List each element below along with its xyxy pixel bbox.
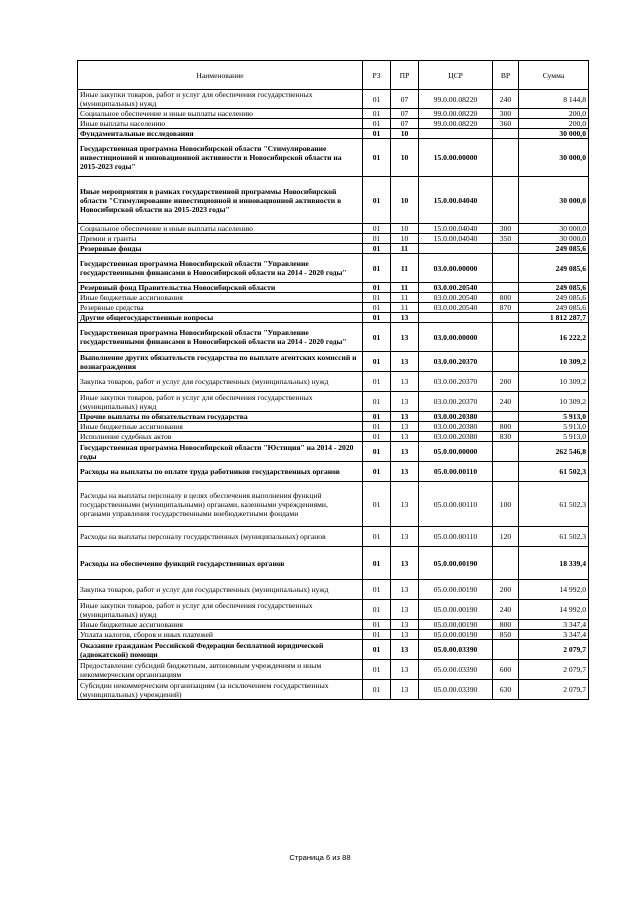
cell-csr: 05.0.00.00190 [419, 630, 493, 640]
cell-rz: 01 [363, 600, 391, 620]
cell-csr: 99.0.00.08220 [419, 109, 493, 119]
cell-csr: 03.0.00.20540 [419, 303, 493, 313]
cell-vr [493, 442, 519, 462]
cell-sum: 249 085,6 [519, 303, 589, 313]
cell-pr: 11 [391, 303, 419, 313]
table-row [78, 392, 589, 412]
cell-pr: 13 [391, 640, 419, 660]
cell-vr: 850 [493, 630, 519, 640]
header-csr: ЦСР [419, 61, 493, 90]
cell-csr [419, 313, 493, 323]
cell-sum: 1 812 287,7 [519, 313, 589, 323]
cell-vr [493, 254, 519, 283]
cell-name: Выполнение других обязательств государства по выплате агентских комиссий и вознаграждения [78, 352, 363, 372]
cell-sum: 10 309,2 [519, 392, 589, 412]
table-row [78, 432, 589, 442]
cell-name: Иные закупки товаров, работ и услуг для обеспечения государственных (муниципальных) нужд [78, 600, 363, 620]
table-row [78, 680, 589, 700]
cell-pr: 13 [391, 392, 419, 412]
cell-rz: 01 [363, 139, 391, 177]
cell-rz: 01 [363, 303, 391, 313]
cell-vr: 600 [493, 660, 519, 680]
cell-rz: 01 [363, 392, 391, 412]
table-row [78, 129, 589, 139]
cell-name: Государственная программа Новосибирской области "Юстиция" на 2014 - 2020 годы [78, 442, 363, 462]
cell-sum: 10 309,2 [519, 372, 589, 392]
header-vr: ВР [493, 61, 519, 90]
cell-sum: 3 347,4 [519, 630, 589, 640]
cell-sum: 249 085,6 [519, 244, 589, 254]
cell-csr [419, 244, 493, 254]
cell-pr: 11 [391, 254, 419, 283]
cell-name: Прочие выплаты по обязательствам государства [78, 412, 363, 422]
cell-pr: 11 [391, 293, 419, 303]
cell-name: Оказание гражданам Российской Федерации бесплатной юридической (адвокатской) помощи [78, 640, 363, 660]
table-row [78, 177, 589, 224]
cell-sum: 30 000,0 [519, 234, 589, 244]
cell-vr [493, 283, 519, 293]
cell-csr: 05.0.00.00110 [419, 527, 493, 547]
table-row [78, 139, 589, 177]
table-row [78, 283, 589, 293]
cell-rz: 01 [363, 293, 391, 303]
cell-sum: 5 913,0 [519, 432, 589, 442]
cell-vr [493, 313, 519, 323]
cell-vr: 200 [493, 372, 519, 392]
table-row [78, 313, 589, 323]
cell-name: Расходы на выплаты персоналу государственных (муниципальных) органов [78, 527, 363, 547]
table-row [78, 119, 589, 129]
cell-vr [493, 323, 519, 352]
cell-vr: 240 [493, 392, 519, 412]
cell-sum: 30 000,0 [519, 177, 589, 224]
table-row [78, 293, 589, 303]
cell-rz: 01 [363, 372, 391, 392]
cell-vr: 800 [493, 422, 519, 432]
cell-rz: 01 [363, 244, 391, 254]
cell-pr: 13 [391, 422, 419, 432]
cell-name: Государственная программа Новосибирской области "Стимулирование инвестиционной и инновационной активности в Новосибирской области на 2015-2023 годы" [78, 139, 363, 177]
cell-csr: 03.0.00.20370 [419, 352, 493, 372]
cell-vr [493, 462, 519, 482]
cell-pr: 13 [391, 547, 419, 580]
table-body [78, 90, 589, 700]
cell-name: Закупка товаров, работ и услуг для государственных (муниципальных) нужд [78, 580, 363, 600]
cell-pr: 07 [391, 119, 419, 129]
cell-vr: 830 [493, 432, 519, 442]
cell-pr: 11 [391, 244, 419, 254]
cell-vr: 200 [493, 580, 519, 600]
cell-csr: 15.0.00.00000 [419, 139, 493, 177]
cell-rz: 01 [363, 620, 391, 630]
cell-pr: 10 [391, 234, 419, 244]
cell-pr: 10 [391, 129, 419, 139]
table-row [78, 90, 589, 109]
cell-name: Расходы на выплаты персоналу в целях обеспечения выполнения функций государственными (муниципальными) органами, казенными учреждениями, органами управления государственными внебюджетными фондами [78, 482, 363, 527]
cell-sum: 249 085,6 [519, 293, 589, 303]
cell-name: Иные закупки товаров, работ и услуг для обеспечения государственных (муниципальных) нужд [78, 392, 363, 412]
cell-rz: 01 [363, 660, 391, 680]
table-header-row [78, 61, 589, 90]
cell-sum: 30 000,0 [519, 224, 589, 234]
cell-vr: 240 [493, 600, 519, 620]
cell-rz: 01 [363, 90, 391, 109]
cell-csr: 99.0.00.08220 [419, 90, 493, 109]
cell-sum: 30 000,0 [519, 129, 589, 139]
cell-pr: 13 [391, 680, 419, 700]
cell-pr: 13 [391, 352, 419, 372]
cell-pr: 13 [391, 482, 419, 527]
cell-pr: 13 [391, 580, 419, 600]
header-name: Наименование [78, 61, 363, 90]
table-row [78, 303, 589, 313]
cell-rz: 01 [363, 224, 391, 234]
cell-pr: 10 [391, 139, 419, 177]
cell-csr: 03.0.00.00000 [419, 323, 493, 352]
cell-sum: 14 992,0 [519, 580, 589, 600]
table-row [78, 372, 589, 392]
cell-csr: 15.0.00.04040 [419, 234, 493, 244]
cell-sum: 10 309,2 [519, 352, 589, 372]
cell-rz: 01 [363, 547, 391, 580]
cell-rz: 01 [363, 313, 391, 323]
cell-pr: 07 [391, 90, 419, 109]
cell-rz: 01 [363, 432, 391, 442]
cell-csr: 05.0.00.03390 [419, 680, 493, 700]
cell-pr: 13 [391, 412, 419, 422]
cell-vr [493, 547, 519, 580]
cell-csr [419, 129, 493, 139]
table-row [78, 620, 589, 630]
cell-name: Резервные фонды [78, 244, 363, 254]
cell-vr [493, 139, 519, 177]
cell-sum: 61 502,3 [519, 482, 589, 527]
cell-pr: 13 [391, 620, 419, 630]
cell-rz: 01 [363, 442, 391, 462]
cell-name: Субсидии некоммерческим организациям (за исключением государственных (муниципальных) учреждений) [78, 680, 363, 700]
cell-pr: 13 [391, 323, 419, 352]
cell-vr: 300 [493, 224, 519, 234]
cell-name: Исполнение судебных актов [78, 432, 363, 442]
cell-vr: 350 [493, 234, 519, 244]
cell-name: Расходы на обеспечение функций государственных органов [78, 547, 363, 580]
cell-pr: 13 [391, 313, 419, 323]
cell-sum: 2 079,7 [519, 640, 589, 660]
table-row [78, 630, 589, 640]
cell-sum: 3 347,4 [519, 620, 589, 630]
table-row [78, 462, 589, 482]
cell-name: Уплата налогов, сборов и иных платежей [78, 630, 363, 640]
cell-vr: 300 [493, 109, 519, 119]
cell-rz: 01 [363, 527, 391, 547]
cell-sum: 200,0 [519, 119, 589, 129]
cell-rz: 01 [363, 109, 391, 119]
header-pr: ПР [391, 61, 419, 90]
cell-rz: 01 [363, 352, 391, 372]
cell-rz: 01 [363, 254, 391, 283]
header-sum: Сумма [519, 61, 589, 90]
cell-vr: 800 [493, 620, 519, 630]
cell-vr: 360 [493, 119, 519, 129]
table-row [78, 109, 589, 119]
cell-sum: 2 079,7 [519, 660, 589, 680]
cell-csr: 05.0.00.00190 [419, 547, 493, 580]
cell-sum: 200,0 [519, 109, 589, 119]
cell-pr: 10 [391, 177, 419, 224]
cell-vr: 630 [493, 680, 519, 700]
table-row [78, 580, 589, 600]
cell-csr: 03.0.00.00000 [419, 254, 493, 283]
cell-pr: 13 [391, 462, 419, 482]
cell-sum: 2 079,7 [519, 680, 589, 700]
cell-csr: 15.0.00.04040 [419, 224, 493, 234]
table-row [78, 422, 589, 432]
cell-sum: 262 546,8 [519, 442, 589, 462]
cell-sum: 249 085,6 [519, 283, 589, 293]
cell-sum: 14 992,0 [519, 600, 589, 620]
cell-sum: 249 085,6 [519, 254, 589, 283]
cell-csr: 05.0.00.00000 [419, 442, 493, 462]
cell-sum: 61 502,3 [519, 527, 589, 547]
cell-name: Иные закупки товаров, работ и услуг для обеспечения государственных (муниципальных) нужд [78, 90, 363, 109]
cell-name: Расходы на выплаты по оплате труда работников государственных органов [78, 462, 363, 482]
cell-csr: 03.0.00.20380 [419, 422, 493, 432]
header-rz: РЗ [363, 61, 391, 90]
cell-pr: 11 [391, 283, 419, 293]
cell-name: Резервные средства [78, 303, 363, 313]
table-row [78, 224, 589, 234]
cell-rz: 01 [363, 323, 391, 352]
cell-name: Иные бюджетные ассигнования [78, 293, 363, 303]
cell-rz: 01 [363, 129, 391, 139]
page-footer: Страница 6 из 88 [289, 853, 351, 862]
cell-csr: 03.0.00.20370 [419, 392, 493, 412]
cell-name: Иные выплаты населению [78, 119, 363, 129]
table-row [78, 527, 589, 547]
cell-pr: 10 [391, 224, 419, 234]
cell-rz: 01 [363, 680, 391, 700]
cell-vr [493, 244, 519, 254]
cell-csr: 05.0.00.00190 [419, 580, 493, 600]
cell-csr: 05.0.00.00110 [419, 462, 493, 482]
cell-vr [493, 640, 519, 660]
cell-rz: 01 [363, 177, 391, 224]
cell-name: Иные бюджетные ассигнования [78, 422, 363, 432]
cell-name: Другие общегосударственные вопросы [78, 313, 363, 323]
cell-rz: 01 [363, 640, 391, 660]
cell-vr: 100 [493, 482, 519, 527]
cell-vr [493, 352, 519, 372]
cell-vr: 870 [493, 303, 519, 313]
cell-pr: 13 [391, 432, 419, 442]
table-row [78, 352, 589, 372]
cell-csr: 03.0.00.20370 [419, 372, 493, 392]
cell-csr: 05.0.00.00190 [419, 600, 493, 620]
cell-name: Социальное обеспечение и иные выплаты населению [78, 109, 363, 119]
cell-name: Иные мероприятия в рамках государственной программы Новосибирской области "Стимулирование инвестиционной и инновационной активности в Новосибирской области на 2015-2023 годы" [78, 177, 363, 224]
cell-rz: 01 [363, 422, 391, 432]
cell-csr: 05.0.00.03390 [419, 640, 493, 660]
cell-name: Премии и гранты [78, 234, 363, 244]
table-row [78, 600, 589, 620]
cell-rz: 01 [363, 482, 391, 527]
cell-rz: 01 [363, 462, 391, 482]
cell-pr: 13 [391, 372, 419, 392]
cell-name: Государственная программа Новосибирской области "Управление государственными финансами в Новосибирской области на 2014 - 2020 годы" [78, 323, 363, 352]
cell-name: Резервный фонд Правительства Новосибирской области [78, 283, 363, 293]
table-row [78, 244, 589, 254]
cell-rz: 01 [363, 234, 391, 244]
table-row [78, 547, 589, 580]
cell-sum: 5 913,0 [519, 422, 589, 432]
table-row [78, 323, 589, 352]
cell-csr: 03.0.00.20540 [419, 283, 493, 293]
cell-pr: 13 [391, 630, 419, 640]
cell-pr: 13 [391, 600, 419, 620]
cell-sum: 18 339,4 [519, 547, 589, 580]
cell-pr: 13 [391, 527, 419, 547]
table-row [78, 234, 589, 244]
cell-sum: 8 144,8 [519, 90, 589, 109]
cell-rz: 01 [363, 412, 391, 422]
table-row [78, 412, 589, 422]
budget-table [77, 60, 589, 700]
cell-vr: 240 [493, 90, 519, 109]
table-row [78, 660, 589, 680]
cell-csr: 03.0.00.20380 [419, 432, 493, 442]
cell-vr: 800 [493, 293, 519, 303]
table-row [78, 442, 589, 462]
table-row [78, 482, 589, 527]
cell-pr: 13 [391, 660, 419, 680]
cell-sum: 61 502,3 [519, 462, 589, 482]
table-row [78, 254, 589, 283]
cell-sum: 30 000,0 [519, 139, 589, 177]
cell-csr: 03.0.00.20380 [419, 412, 493, 422]
cell-csr: 05.0.00.03390 [419, 660, 493, 680]
cell-name: Иные бюджетные ассигнования [78, 620, 363, 630]
cell-vr [493, 129, 519, 139]
cell-rz: 01 [363, 630, 391, 640]
cell-vr [493, 412, 519, 422]
cell-vr: 120 [493, 527, 519, 547]
cell-rz: 01 [363, 119, 391, 129]
cell-name: Государственная программа Новосибирской области "Управление государственными финансами в Новосибирской области на 2014 - 2020 годы" [78, 254, 363, 283]
cell-csr: 05.0.00.00110 [419, 482, 493, 527]
cell-rz: 01 [363, 283, 391, 293]
table-row [78, 640, 589, 660]
cell-sum: 16 222,2 [519, 323, 589, 352]
cell-pr: 13 [391, 442, 419, 462]
cell-rz: 01 [363, 580, 391, 600]
cell-name: Предоставление субсидий бюджетным, автономным учреждениям и иным некоммерческим организациям [78, 660, 363, 680]
cell-csr: 15.0.00.04040 [419, 177, 493, 224]
cell-csr: 99.0.00.08220 [419, 119, 493, 129]
cell-csr: 05.0.00.00190 [419, 620, 493, 630]
cell-csr: 03.0.00.20540 [419, 293, 493, 303]
cell-vr [493, 177, 519, 224]
cell-sum: 5 913,0 [519, 412, 589, 422]
cell-name: Закупка товаров, работ и услуг для государственных (муниципальных) нужд [78, 372, 363, 392]
cell-pr: 07 [391, 109, 419, 119]
cell-name: Фундаментальные исследования [78, 129, 363, 139]
cell-name: Социальное обеспечение и иные выплаты населению [78, 224, 363, 234]
